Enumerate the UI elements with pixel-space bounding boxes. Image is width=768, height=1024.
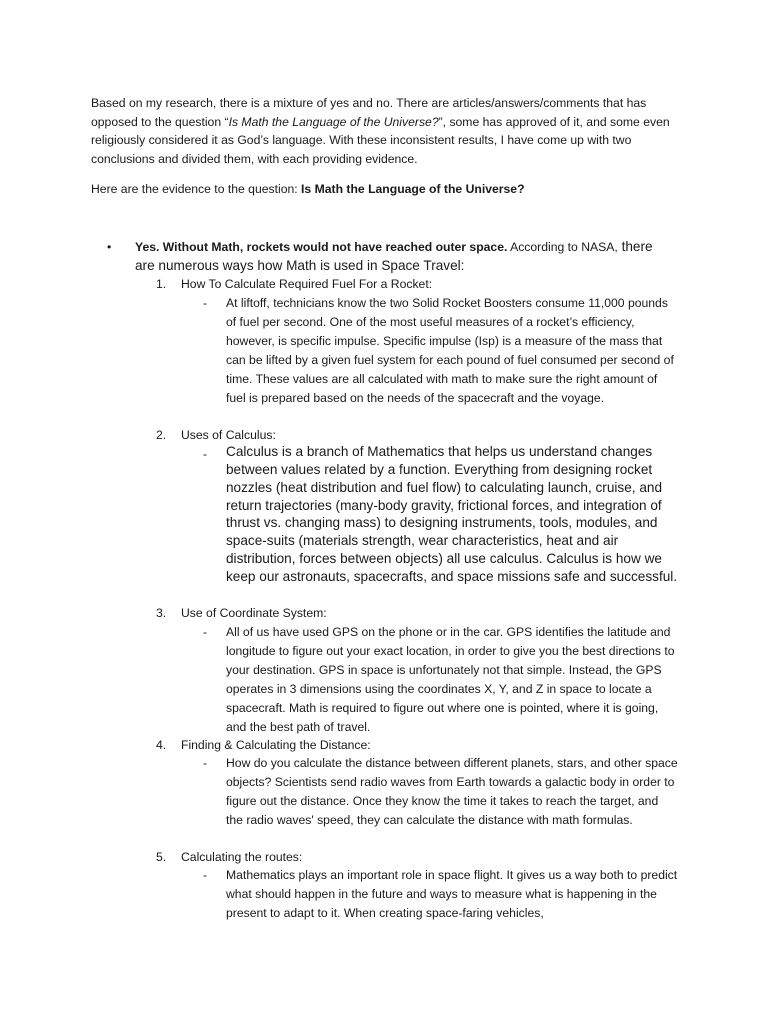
- intro-text-start: Based on my research, there is a mixture of yes and no. There are articles/answers/comments that has opposed to the question “: [91, 96, 647, 129]
- list-item-number: [156, 848, 302, 867]
- dash-marker: -: [203, 447, 208, 461]
- list-item-number: [156, 736, 371, 755]
- item-title: Uses of Calculus:: [181, 428, 276, 442]
- list-item-body: Mathematics plays an important role in space flight. It gives us a way both to predict what should happen in the future and ways to measure what is happening in the present to adapt to it. When creating space-faring vehicles,: [226, 868, 678, 920]
- item-number: 3.: [156, 606, 167, 620]
- bullet-text-sans: there are numerous ways how Math is used in Space Travel:: [135, 239, 653, 273]
- item-title: Calculating the routes:: [181, 850, 303, 864]
- list-item-number: [156, 426, 276, 445]
- list-item-body: How do you calculate the distance between different planets, stars, and other space objects? Scientists send radio waves from Earth towards a galactic body in order to figure out the distance. Once they know the time it takes to reach the target, and the radio waves' speed, they can calculate the distance with math formulas.: [226, 756, 678, 827]
- bullet-text-nasa: According to NASA,: [507, 240, 618, 254]
- list-item-number: [156, 604, 327, 623]
- evidence-lead: Here are the evidence to the question:: [91, 182, 302, 196]
- item-number: 5.: [156, 850, 167, 864]
- list-item-body: Calculus is a branch of Mathematics that helps us understand changes between values related by a function. Everything from designing rocket nozzles (heat distribution and fuel flow) to calculating launch, cruise, and return trajectories (many-body gravity, frictional forces, and integration of thrust vs. changing mass) to designing instruments, tools, modules, and space-suits (materials strength, wear characteristics, heat and air distribution, forces between objects) all use calculus. Calculus is how we keep our astronauts, spacecrafts, and space missions safe and successful.: [226, 444, 678, 584]
- intro-paragraph: [91, 94, 681, 168]
- dash-marker: -: [203, 296, 208, 310]
- item-number: 1.: [156, 277, 167, 291]
- list-item-body: All of us have used GPS on the phone or in the car. GPS identifies the latitude and longitude to figure out your exact location, in order to give you the best directions to your destination. GPS in space is unfortunately not that simple. Instead, the GPS operates in 3 dimensions using the coordinates X, Y, and Z in space to locate a spacecraft. Math is required to figure out where one is pointed, where it is going, and the best path of travel.: [226, 625, 675, 734]
- item-title: Finding & Calculating the Distance:: [181, 738, 371, 752]
- item-number: 4.: [156, 738, 167, 752]
- item-title: Use of Coordinate System:: [181, 606, 327, 620]
- item-title: How To Calculate Required Fuel For a Rocket:: [181, 277, 433, 291]
- bullet-bold-lead: Yes. Without Math, rockets would not have reached outer space.: [135, 240, 508, 254]
- list-item-body: At liftoff, technicians know the two Solid Rocket Boosters consume 11,000 pounds of fuel per second. One of the most useful measures of a rocket’s efficiency, however, is specific impulse. Specific impulse (Isp) is a measure of the mass that can be lifted by a given fuel system for each pound of fuel consumed per second of time. These values are all calculated with math to make sure the right amount of fuel is prepared based on the needs of the spacecraft and the voyage.: [226, 296, 674, 405]
- bullet-symbol: •: [107, 240, 112, 254]
- dash-marker: -: [203, 868, 208, 882]
- evidence-question: Is Math the Language of the Universe?: [301, 182, 525, 196]
- intro-text-end: ”, some has approved of it, and some even religiously considered it as God’s language. With these inconsistent results, I have come up with two conclusions and divided them, with each providing evidence.: [91, 114, 670, 166]
- evidence-paragraph: [91, 180, 681, 199]
- dash-marker: -: [203, 756, 208, 770]
- bullet-yes: [107, 238, 673, 275]
- item-number: 2.: [156, 428, 167, 442]
- dash-marker: -: [203, 625, 208, 639]
- list-item-number: [156, 275, 432, 294]
- bullet-text: [113, 238, 673, 275]
- intro-question: Is Math the Language of the Universe?: [228, 114, 439, 129]
